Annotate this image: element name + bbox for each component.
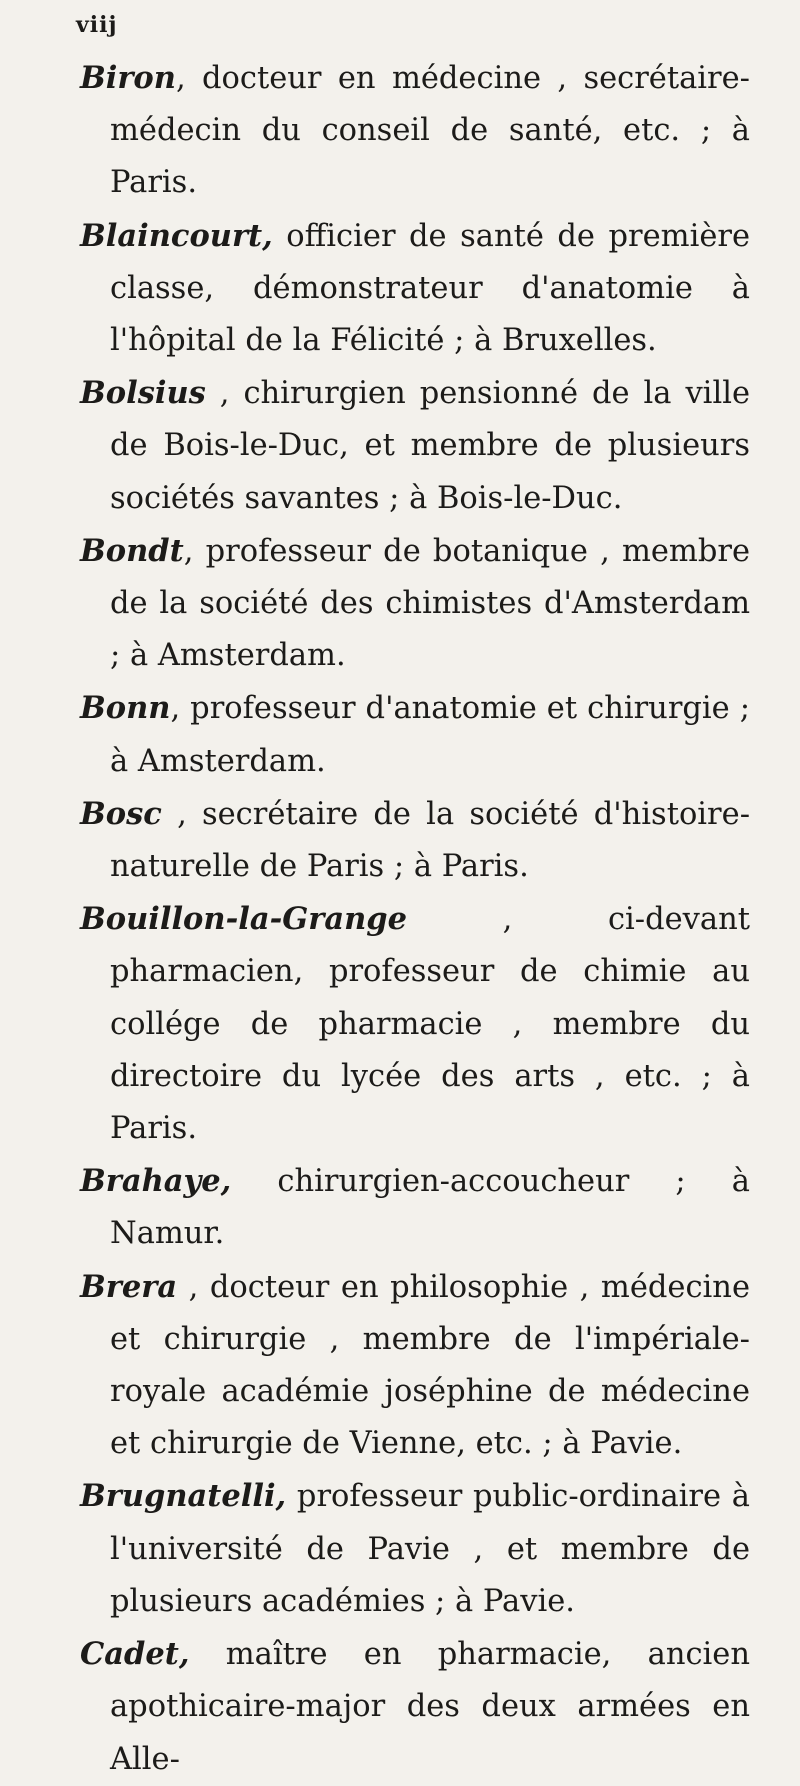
entry-text: , chirurgien pensionné de la ville de Bois-le-Duc, et membre de plusieurs sociétés savantes ; à Bois-le-Duc.: [110, 376, 750, 516]
list-item: [80, 1261, 750, 1471]
entry-text: , professeur d'anatomie et chirurgie ; à Amsterdam.: [110, 691, 750, 779]
list-item: [80, 52, 750, 210]
entry-text: , professeur de botanique , membre de la société des chimistes d'Amsterdam ; à Amsterdam.: [110, 533, 750, 674]
entry-name: Bonn: [80, 690, 171, 727]
list-item: [80, 788, 750, 893]
entry-text: chirurgien-accoucheur ; à Namur.: [110, 1164, 750, 1252]
entry-name: Bosc: [80, 795, 162, 832]
list-item: [80, 893, 750, 1155]
list-item: [80, 210, 750, 368]
list-item: [80, 1470, 750, 1628]
entry-name: Brera: [80, 1268, 178, 1305]
list-item: [80, 367, 750, 525]
entry-text: professeur public-ordinaire à l'université de Pavie , et membre de plusieurs académies ; à Pavie.: [110, 1479, 750, 1619]
list-item: [80, 525, 750, 683]
entry-text: officier de santé de première classe, démonstrateur d'anatomie à l'hôpital de la Félicité ; à Bruxelles.: [110, 218, 750, 359]
entry-name: Blaincourt,: [80, 217, 273, 254]
entry-name: Brugnatelli,: [80, 1478, 287, 1515]
entry-name: Bouillon-la-Grange: [80, 901, 408, 938]
entry-text: maître en pharmacie, ancien apothicaire-major des deux armées en Alle-: [110, 1637, 750, 1777]
entry-name: Biron: [80, 60, 176, 96]
list-item: [80, 682, 750, 787]
list-item: [80, 1155, 750, 1260]
entry-text: , ci-devant pharmacien, professeur de chimie au collége de pharmacie , membre du directoire du lycée des arts , etc. ; à Paris.: [110, 902, 750, 1147]
page-number: viij: [76, 12, 118, 38]
entry-name: Bolsius: [80, 375, 206, 412]
entry-text: , secrétaire de la société d'histoire-naturelle de Paris ; à Paris.: [110, 796, 750, 885]
member-list: [80, 52, 750, 1786]
entry-text: , docteur en médecine , secrétaire-médecin du conseil de santé, etc. ; à Paris.: [110, 61, 750, 201]
entry-name: Bondt: [80, 532, 184, 569]
entry-text: , docteur en philosophie , médecine et chirurgie , membre de l'impériale-royale académie joséphine de médecine et chirurgie de Vienne, etc. ; à Pavie.: [110, 1269, 750, 1462]
entry-name: Cadet,: [80, 1636, 190, 1673]
list-item: [80, 1628, 750, 1786]
entry-name: Brahaye,: [80, 1163, 232, 1200]
